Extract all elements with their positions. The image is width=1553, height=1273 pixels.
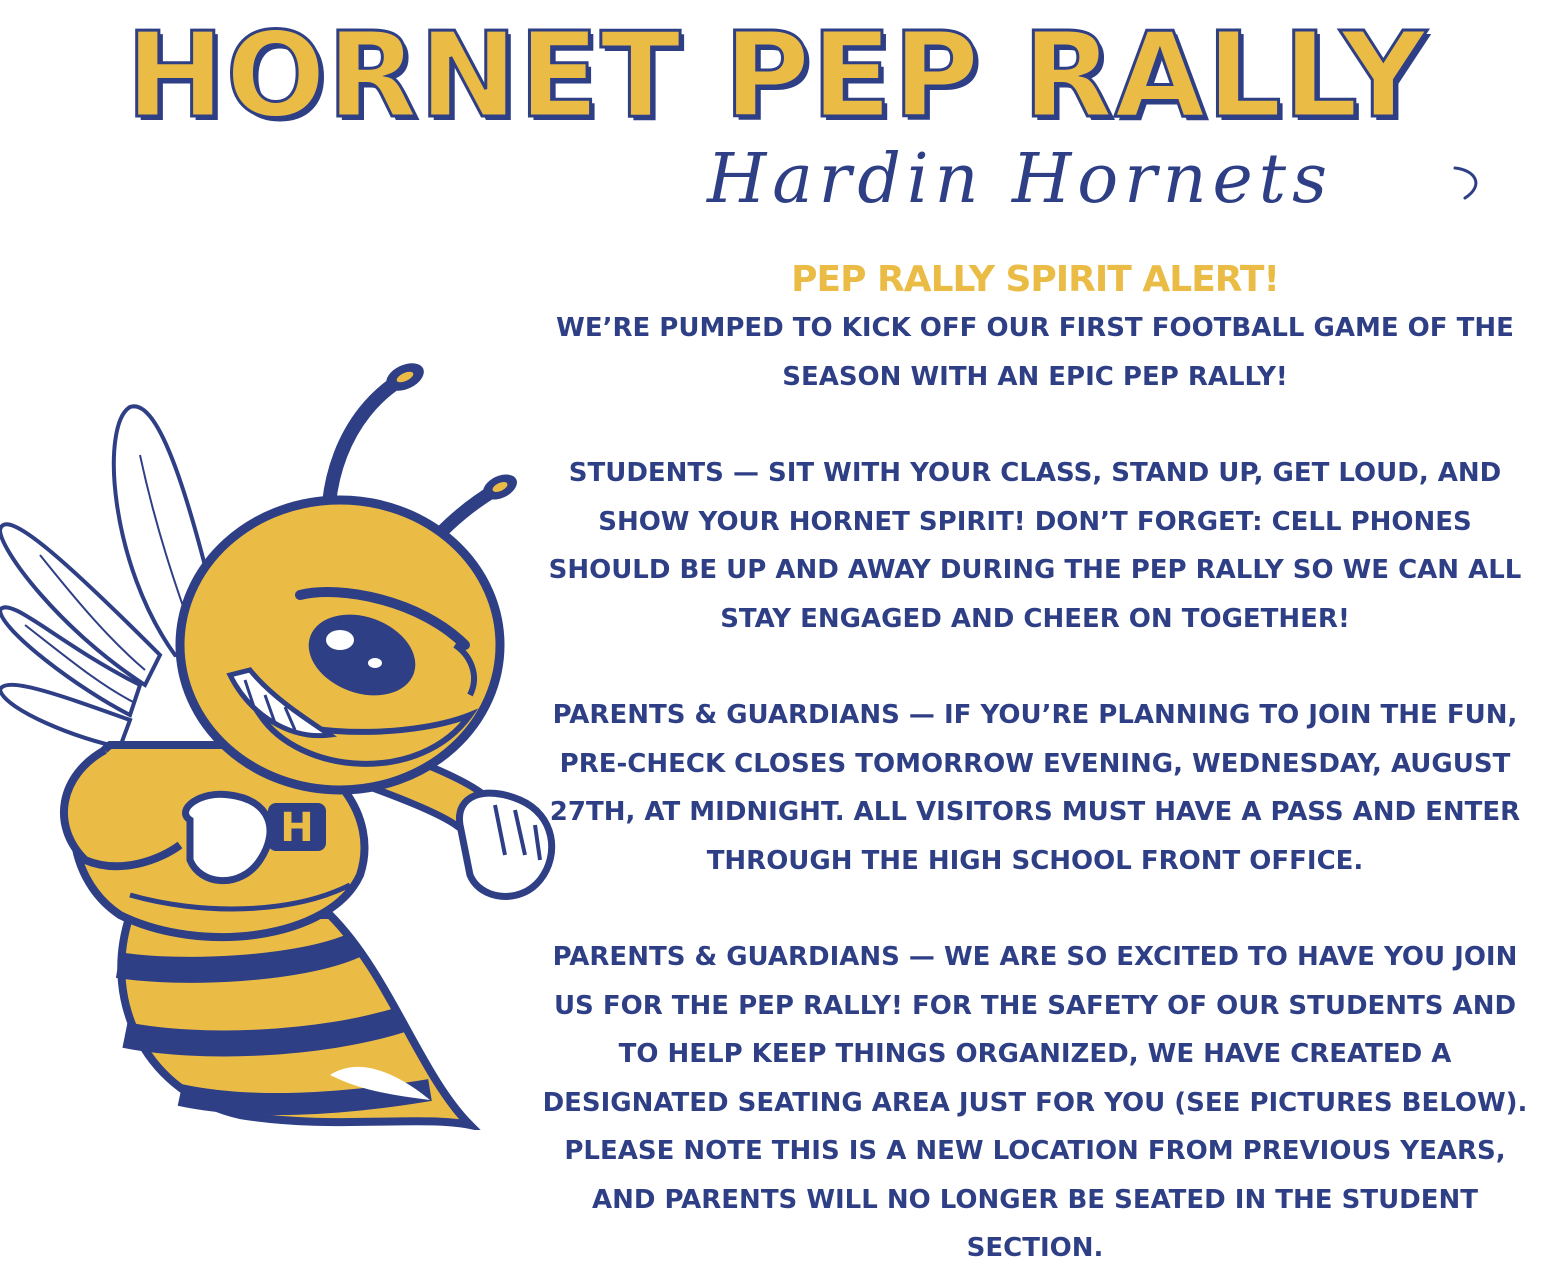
paragraph-students: STUDENTS — SIT WITH YOUR CLASS, STAND UP, GET LOUD, AND SHOW YOUR HORNET SPIRIT! DON’T FORGET: CELL PHONES SHOULD BE UP AND AWAY DURING THE PEP RALLY SO WE CAN ALL STAY ENGAGED AND CHEER ON TOGETHER! <box>548 458 1522 634</box>
fist-icon <box>459 793 551 896</box>
chest-letter: H <box>280 805 314 851</box>
paragraph-parents-seating: PARENTS & GUARDIANS — WE ARE SO EXCITED TO HAVE YOU JOIN US FOR THE PEP RALLY! FOR THE SAFETY OF OUR STUDENTS AND TO HELP KEEP THINGS ORGANIZED, WE HAVE CREATED A DESIGNATED SEATING AREA JUST FOR YOU (SEE PICTURES BELOW). PLEASE NOTE THIS IS A NEW LOCATION FROM PREVIOUS YEARS, AND PARENTS WILL NO LONGER BE SEATED IN THE STUDENT SECTION. <box>542 942 1528 1263</box>
glove-icon <box>186 794 270 880</box>
alert-heading: PEP RALLY SPIRIT ALERT! <box>791 259 1279 300</box>
page-subtitle: Hardin Hornets <box>706 140 1334 219</box>
head-icon <box>180 500 500 790</box>
page-title: HORNET PEP RALLY <box>125 6 1428 144</box>
subtitle-flourish-icon <box>560 150 1490 230</box>
announcement-body <box>540 258 1530 1273</box>
paragraph-intro: WE’RE PUMPED TO KICK OFF OUR FIRST FOOTBALL GAME OF THE SEASON WITH AN EPIC PEP RALLY! <box>556 313 1514 392</box>
hornet-mascot-icon <box>0 355 565 1130</box>
paragraph-parents-precheck: PARENTS & GUARDIANS — IF YOU’RE PLANNING TO JOIN THE FUN, PRE-CHECK CLOSES TOMORROW EVENING, WEDNESDAY, AUGUST 27TH, AT MIDNIGHT. ALL VISITORS MUST HAVE A PASS AND ENTER THROUGH THE HIGH SCHOOL FRONT OFFICE. <box>549 700 1521 876</box>
